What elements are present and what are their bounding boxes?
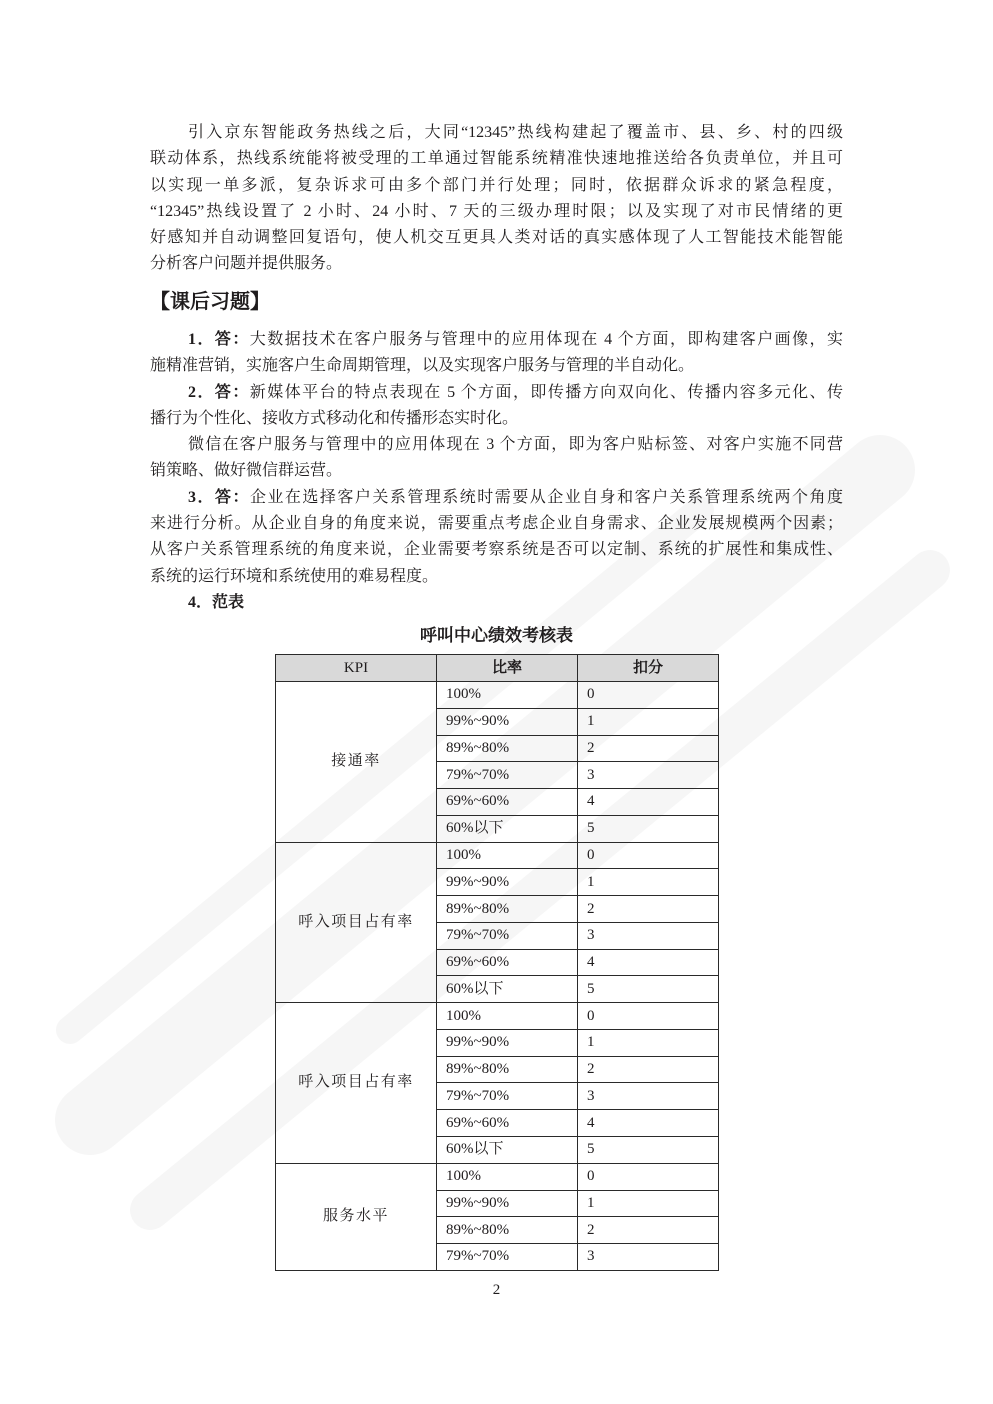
rate-cell: 100% (437, 842, 578, 869)
rate-cell: 79%~70% (437, 1083, 578, 1110)
answer-2-follow-up-line: 微信在客户服务与管理中的应用体现在 3 个方面，即为客户贴标签、对客户实施不同营 (188, 436, 843, 454)
answer-2-follow-up-line: 销策略、做好微信群运营。 (150, 462, 343, 480)
kpi-cell: 呼入项目占有率 (276, 1003, 437, 1164)
header-rate: 比率 (437, 655, 578, 682)
score-cell: 3 (578, 922, 719, 949)
rate-cell: 100% (437, 1163, 578, 1190)
score-cell: 2 (578, 1056, 719, 1083)
rate-cell: 60%以下 (437, 1137, 578, 1164)
answer-1-line: 施精准营销，实施客户生命周期管理，以及实现客户服务与管理的半自动化。 (150, 357, 695, 375)
score-cell: 0 (578, 1003, 719, 1030)
kpi-cell: 接通率 (276, 682, 437, 843)
rate-cell: 89%~80% (437, 896, 578, 923)
score-cell: 1 (578, 869, 719, 896)
rate-cell: 99%~90% (437, 869, 578, 896)
rate-cell: 69%~60% (437, 1110, 578, 1137)
rate-cell: 99%~90% (437, 1190, 578, 1217)
score-cell: 5 (578, 976, 719, 1003)
answer-text: 新媒体平台的特点表现在 5 个方面，即传播方向双向化、传播内容多元化、传 (249, 383, 843, 401)
rate-cell: 79%~70% (437, 762, 578, 789)
rate-cell: 79%~70% (437, 1244, 578, 1271)
table-row (276, 682, 719, 709)
score-cell: 3 (578, 1244, 719, 1271)
kpi-cell: 服务水平 (276, 1163, 437, 1270)
answer-2-line: 播行为个性化、接收方式移动化和传播形态实时化。 (150, 409, 519, 427)
rate-cell: 79%~70% (437, 922, 578, 949)
header-kpi: KPI (276, 655, 437, 682)
score-cell: 2 (578, 735, 719, 762)
score-cell: 2 (578, 896, 719, 923)
rate-cell: 100% (437, 682, 578, 709)
table-header-row (276, 655, 719, 682)
score-cell: 1 (578, 1190, 719, 1217)
paragraph-line: 引入京东智能政务热线之后，大同“12345”热线构建起了覆盖市、县、乡、村的四级 (188, 124, 843, 141)
table-row (276, 842, 719, 869)
answer-label: 1．答： (188, 331, 250, 348)
answer-3-line: 从客户关系管理系统的角度来说，企业需要考察系统是否可以定制、系统的扩展性和集成性、 (150, 541, 843, 559)
paragraph-line: 以实现一单多派，复杂诉求可由多个部门并行处理；同时，依据群众诉求的紧急程度， (150, 176, 843, 194)
paragraph-line: 好感知并自动调整回复语句，使人机交互更具人类对话的真实感体现了人工智能技术能智能 (150, 229, 843, 247)
answer-label: 3．答： (188, 488, 250, 506)
answer-3-line: 来进行分析。从企业自身的角度来说，需要重点考虑企业自身需求、企业发展规模两个因素； (150, 515, 843, 533)
kpi-table (275, 654, 719, 1271)
paragraph-line: 联动体系，热线系统能将被受理的工单通过智能系统精准快速地推送给各负责单位，并且可 (150, 150, 843, 168)
score-cell: 2 (578, 1217, 719, 1244)
rate-cell: 89%~80% (437, 1056, 578, 1083)
section-heading: 【课后习题】 (150, 291, 270, 313)
score-cell: 4 (578, 949, 719, 976)
table-title: 呼叫中心绩效考核表 (420, 626, 573, 645)
answer-1-line (150, 327, 843, 353)
paragraph-line: 分析客户问题并提供服务。 (150, 255, 343, 273)
answer-2-line (150, 380, 843, 406)
score-cell: 3 (578, 1083, 719, 1110)
answer-label: 4．范表 (188, 593, 245, 611)
answer-3-line (150, 485, 843, 511)
rate-cell: 69%~60% (437, 789, 578, 816)
score-cell: 4 (578, 789, 719, 816)
page-number: 2 (492, 1282, 501, 1298)
rate-cell: 69%~60% (437, 949, 578, 976)
score-cell: 0 (578, 842, 719, 869)
table-row (276, 1163, 719, 1190)
answer-4-line (150, 590, 843, 616)
paragraph-line: “12345”热线设置了 2 小时、24 小时、7 天的三级办理时限；以及实现了对市民情绪的更 (150, 202, 843, 220)
score-cell: 3 (578, 762, 719, 789)
intro-paragraph (150, 120, 843, 278)
table-row (276, 1003, 719, 1030)
score-cell: 4 (578, 1110, 719, 1137)
rate-cell: 60%以下 (437, 815, 578, 842)
rate-cell: 99%~90% (437, 1029, 578, 1056)
kpi-cell: 呼入项目占有率 (276, 842, 437, 1003)
answer-text: 大数据技术在客户服务与管理中的应用体现在 4 个方面，即构建客户画像，实 (249, 331, 843, 348)
rate-cell: 100% (437, 1003, 578, 1030)
rate-cell: 89%~80% (437, 1217, 578, 1244)
score-cell: 5 (578, 815, 719, 842)
answer-label: 2．答： (188, 383, 250, 401)
header-score: 扣分 (578, 655, 719, 682)
rate-cell: 99%~90% (437, 708, 578, 735)
rate-cell: 89%~80% (437, 735, 578, 762)
rate-cell: 60%以下 (437, 976, 578, 1003)
score-cell: 1 (578, 1029, 719, 1056)
exercise-answers (150, 327, 843, 616)
score-cell: 5 (578, 1137, 719, 1164)
score-cell: 1 (578, 708, 719, 735)
score-cell: 0 (578, 1163, 719, 1190)
answer-3-line: 系统的运行环境和系统使用的难易程度。 (150, 567, 439, 585)
answer-text: 企业在选择客户关系管理系统时需要从企业自身和客户关系管理系统两个角度 (249, 488, 843, 506)
score-cell: 0 (578, 682, 719, 709)
